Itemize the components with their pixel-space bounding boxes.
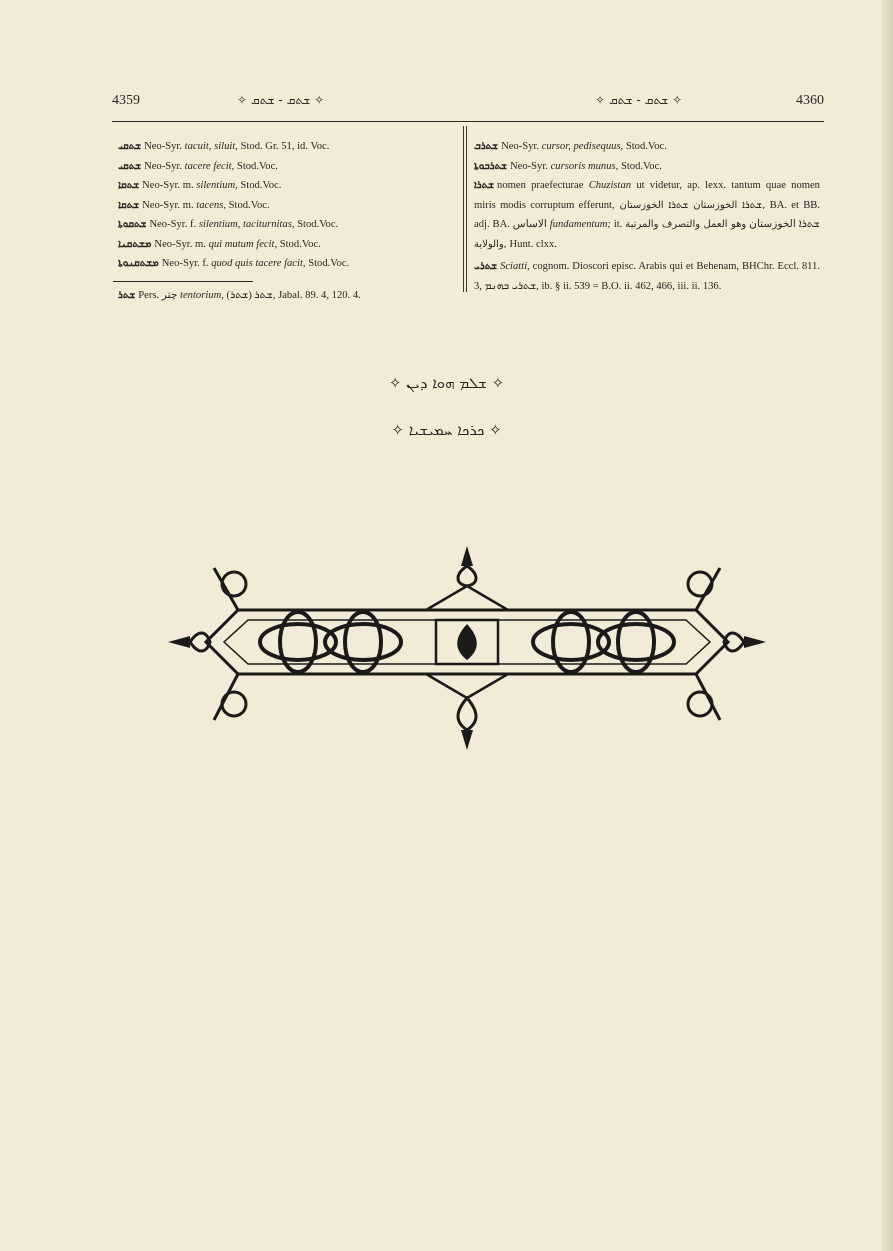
- entry-gloss: tacuit, siluit,: [184, 141, 238, 152]
- lemma: ܫܬܪܒ: [474, 141, 499, 152]
- colophon-line: ✧ ܫܠܡ ܗܘܐ ܕܝܢ ✧: [388, 374, 505, 392]
- lemma: ܫܬܩܐ: [118, 180, 140, 191]
- entry-gloss: Chuzistan: [588, 180, 632, 191]
- entry-text: Neo-Syr. m.: [142, 180, 197, 191]
- entry-text: Pers. چتر: [138, 289, 181, 301]
- entry-gloss: qui mutum fecit,: [208, 238, 278, 250]
- page-edge: [881, 0, 893, 1251]
- entry-text: BA. et BB. adj. BA. الاساس: [474, 199, 820, 230]
- lemma: ܡܫܬܩܢܐ: [118, 238, 152, 250]
- entry-gloss: silentium, taciturnitas,: [198, 219, 295, 230]
- entry-source: Stod.Voc.: [277, 238, 321, 250]
- entry-source: Stod.Voc.: [294, 219, 339, 230]
- entry-text: Neo-Syr. f.: [161, 258, 212, 269]
- entry-source: Stod.Voc.: [623, 141, 667, 152]
- entry: [474, 157, 820, 177]
- running-head-left: ✧ ܫܬܩ - ܫܬܩ ✧: [237, 93, 325, 107]
- entry-source: Stod.Voc.: [225, 199, 270, 211]
- lemma: ܫܬܩܘܬܐ: [118, 219, 147, 230]
- entry-gloss: silentium,: [196, 180, 238, 191]
- header-rule: [112, 121, 824, 122]
- entry: [474, 257, 820, 296]
- entry-gloss: fundamentum;: [549, 219, 611, 230]
- entry-gloss: quod quis tacere facit,: [211, 258, 306, 269]
- lemma: ܫܬܪܝ: [474, 261, 498, 272]
- running-head-right: ✧ ܫܬܩ - ܫܬܩ ✧: [595, 93, 683, 107]
- entry-text: Neo-Syr. f.: [149, 219, 199, 230]
- entry-text: Neo-Syr. m.: [154, 238, 209, 250]
- entry: [118, 137, 453, 157]
- column-divider: [466, 126, 467, 292]
- lemma: ܫܬܪ: [118, 289, 136, 301]
- entry-text: Neo-Syr.: [144, 141, 185, 152]
- arabic-text: وهو العمل والتصرف والمرتبة والولاية,: [474, 219, 747, 250]
- lemma: ܫܬܪܐ: [474, 180, 495, 191]
- entry-text: Neo-Syr.: [501, 141, 542, 152]
- entry: [474, 137, 820, 157]
- lemma: ܫܬܩܐ: [118, 199, 140, 211]
- entry-gloss: Sciatti,: [500, 261, 530, 272]
- lemma: ܫܬܪܒܘܬܐ: [474, 160, 507, 172]
- entry-source: (ܫܬܪ) ܫܬܪ, Jabal. 89. 4, 120. 4.: [223, 289, 361, 301]
- entry: [118, 176, 453, 196]
- entry: [118, 235, 453, 255]
- entry-gloss: cursor, pedisequus,: [541, 141, 624, 152]
- left-column: [118, 137, 453, 305]
- entry-source: Stod.Voc.: [618, 160, 662, 172]
- colophon-line: ✧ ܟܪܟܐ ܚܡܝܫܝܐ ✧: [391, 421, 502, 439]
- column-divider: [463, 126, 464, 292]
- tailpiece-ornament: [168, 546, 766, 750]
- entry-text: Neo-Syr.: [509, 160, 551, 172]
- entry-source: Hunt. clxx.: [506, 238, 557, 250]
- entry: [118, 157, 453, 177]
- entry: [118, 196, 453, 216]
- entry-text: Neo-Syr. m.: [142, 199, 197, 211]
- entry-source: Stod.Voc.: [305, 258, 350, 269]
- lemma: ܫܬܩܝ: [118, 141, 142, 152]
- page-number-right: 4360: [796, 93, 824, 108]
- entry-source: Stod.Voc.: [234, 160, 278, 172]
- entry: [118, 286, 453, 306]
- entry-gloss: cursoris munus,: [550, 160, 619, 172]
- entry-source: Stod. Gr. 51, id. Voc.: [237, 141, 330, 152]
- entry: [118, 215, 453, 235]
- entry-text: it. ܫܬܪܐ الخوزستان: [610, 219, 820, 230]
- entry-source: Stod.Voc.: [237, 180, 282, 191]
- right-column: [474, 137, 820, 296]
- entry-text: Neo-Syr.: [144, 160, 185, 172]
- page-header: [112, 93, 824, 113]
- entry-gloss: tentorium,: [180, 289, 224, 301]
- entry-gloss: tacens,: [196, 199, 226, 211]
- entry-text: ut videtur, ap. lexx. tantum quae nomen miris modis corruptum efferunt,: [474, 180, 820, 211]
- arabic-text: ܫܬܪܐ الخوزستان ܫܬܪܐ الخوزستان,: [614, 199, 766, 211]
- entry: [118, 254, 453, 274]
- entry-text: cognom. Dioscori episc. Arabis qui et Behenam, BHChr. Eccl. 811. 3, ܫܬܪܝ ܒܗܢܡ, ib. § ii. 539 = B.O. ii. 462, 466, iii. ii. 136.: [474, 261, 820, 292]
- entry: [474, 176, 820, 254]
- entry-text: nomen praefecturae: [497, 180, 589, 191]
- lemma: ܡܫܬܩܢܘܬܐ: [118, 258, 159, 269]
- page-number-left: 4359: [112, 93, 140, 108]
- section-rule: [113, 281, 253, 282]
- entry-gloss: tacere fecit,: [184, 160, 235, 172]
- lemma: ܫܬܩܝ: [118, 160, 142, 172]
